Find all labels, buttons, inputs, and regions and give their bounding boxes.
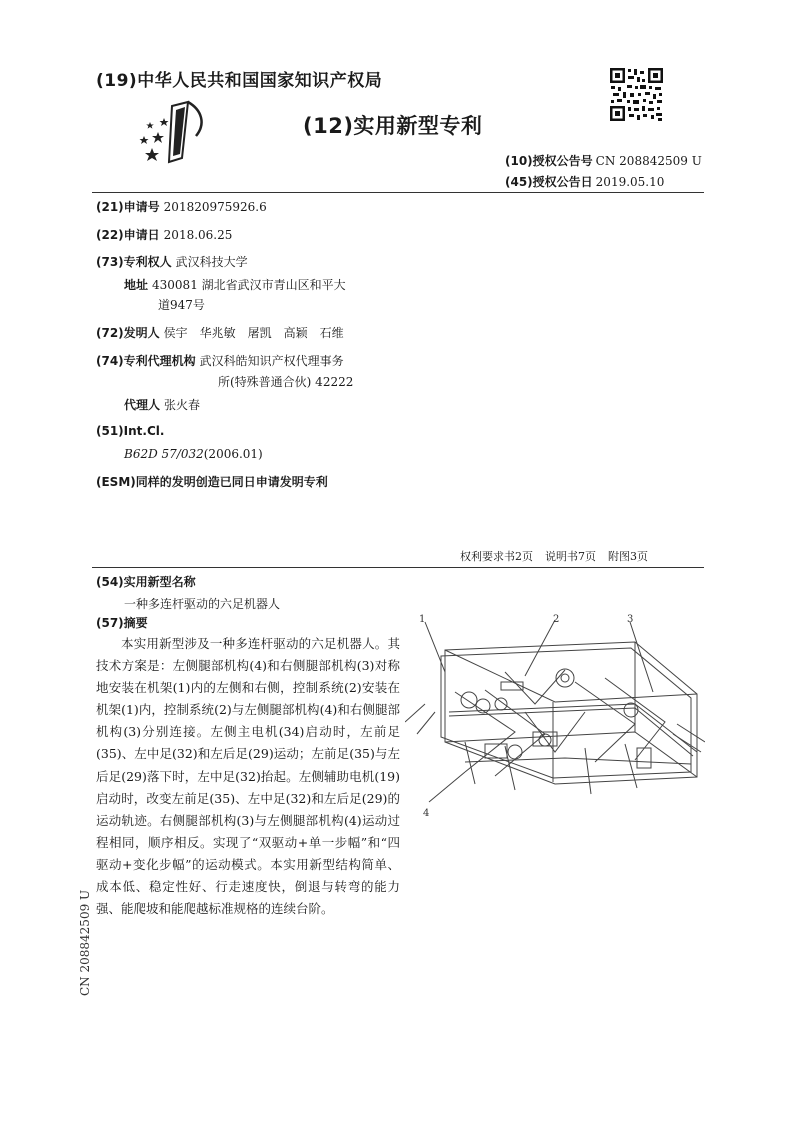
- patent-holder-value: 武汉科技大学: [175, 255, 248, 269]
- office-name: (19)中华人民共和国国家知识产权局: [96, 71, 383, 91]
- agent-label: 代理人: [124, 398, 161, 412]
- agency-label: (74)专利代理机构: [96, 354, 196, 368]
- claims-pages: 权利要求书2页: [460, 550, 533, 563]
- agency-line-1: 武汉科皓知识产权代理事务: [199, 354, 344, 368]
- inventors-label: (72)发明人: [96, 326, 160, 340]
- agent-value: 张火春: [164, 398, 201, 412]
- ipc-year: (2006.01): [203, 447, 263, 461]
- utility-model-title-label: (54)实用新型名称: [96, 575, 196, 589]
- address-line-2: 道947号: [158, 298, 205, 312]
- agency-line-2: 所(特殊普通合伙) 42222: [218, 375, 354, 389]
- agent-row: [124, 396, 200, 413]
- figure-label-2: 2: [553, 614, 560, 625]
- publication-number-row: [505, 152, 702, 169]
- abstract-label-row: [96, 614, 148, 631]
- page-counts: [460, 548, 660, 564]
- cnipa-logo: [136, 96, 216, 166]
- abstract-text: 本实用新型涉及一种多连杆驱动的六足机器人。其技术方案是：左侧腿部机构(4)和右侧腿部机构(3)对称地安装在机架(1)内的左侧和右侧，控制系统(2)安装在机架(1)内，控制系统(2)与左侧腿部机构(4)和右侧腿部机构(3)分别连接。左侧主电机(34)启动时，左前足(35)、左中足(32)和左后足(29)运动；左前足(35)与左后足(29)落下时，左中足(32)抬起。左侧辅助电机(19)启动时，改变左前足(35)、左中足(32)和左后足(29)的运动轨迹。右侧腿部机构(3)与左侧腿部机构(4)运动过程相同，顺序相反。实现了“双驱动+单一步幅”和“四驱动+变化步幅”的运动模式。本实用新型结构简单、成本低、稳定性好、行走速度快，倒退与转弯的能力强、能爬坡和能爬越标准规格的连续台阶。: [96, 636, 400, 917]
- drawing-pages: 附图3页: [608, 550, 648, 563]
- ipc-code-row: [124, 447, 263, 461]
- utility-model-title-row: [96, 573, 196, 590]
- esm-note: (ESM)同样的发明创造已同日申请发明专利: [96, 475, 328, 489]
- abstract-label: (57)摘要: [96, 616, 148, 630]
- ipc-label: (51)Int.Cl.: [96, 424, 165, 438]
- publication-date-label: (45)授权公告日: [505, 175, 593, 189]
- esm-note-row: [96, 473, 328, 490]
- application-date-label: (22)申请日: [96, 228, 160, 242]
- application-number-value: 201820975926.6: [163, 200, 267, 214]
- address-line-1: 430081 湖北省武汉市青山区和平大: [152, 278, 346, 292]
- figure-label-4: 4: [423, 808, 430, 819]
- publication-date-value: 2019.05.10: [595, 175, 665, 189]
- utility-model-title: 一种多连杆驱动的六足机器人: [124, 597, 281, 611]
- patent-holder-label: (73)专利权人: [96, 255, 172, 269]
- header-divider: [92, 192, 704, 193]
- qr-code: [609, 67, 664, 122]
- application-number-label: (21)申请号: [96, 200, 160, 214]
- application-number-row: [96, 198, 267, 215]
- side-publication-number: CN 208842509 U: [78, 889, 92, 996]
- abstract-divider: [92, 567, 704, 568]
- ipc-row: [96, 424, 164, 438]
- figure-label-3: 3: [627, 614, 634, 625]
- robot-figure: [405, 612, 705, 834]
- application-date-row: [96, 226, 232, 243]
- publication-number-label: (10)授权公告号: [505, 154, 593, 168]
- publication-date-row: [505, 173, 664, 190]
- description-pages: 说明书7页: [545, 550, 596, 563]
- figure-label-1: 1: [419, 614, 426, 625]
- address-row: [124, 276, 346, 293]
- publication-number-value: CN 208842509 U: [595, 154, 702, 168]
- agency-row: [96, 352, 344, 369]
- address-label: 地址: [124, 278, 149, 292]
- patent-type-title: (12)实用新型专利: [303, 114, 483, 138]
- application-date-value: 2018.06.25: [163, 228, 233, 242]
- abstract-body: [96, 633, 400, 920]
- patent-holder-row: [96, 253, 248, 270]
- inventors-value: 侯宇 华兆敏 屠凯 高颖 石维: [163, 326, 344, 340]
- inventors-row: [96, 324, 344, 341]
- ipc-code: B62D 57/032: [124, 447, 204, 461]
